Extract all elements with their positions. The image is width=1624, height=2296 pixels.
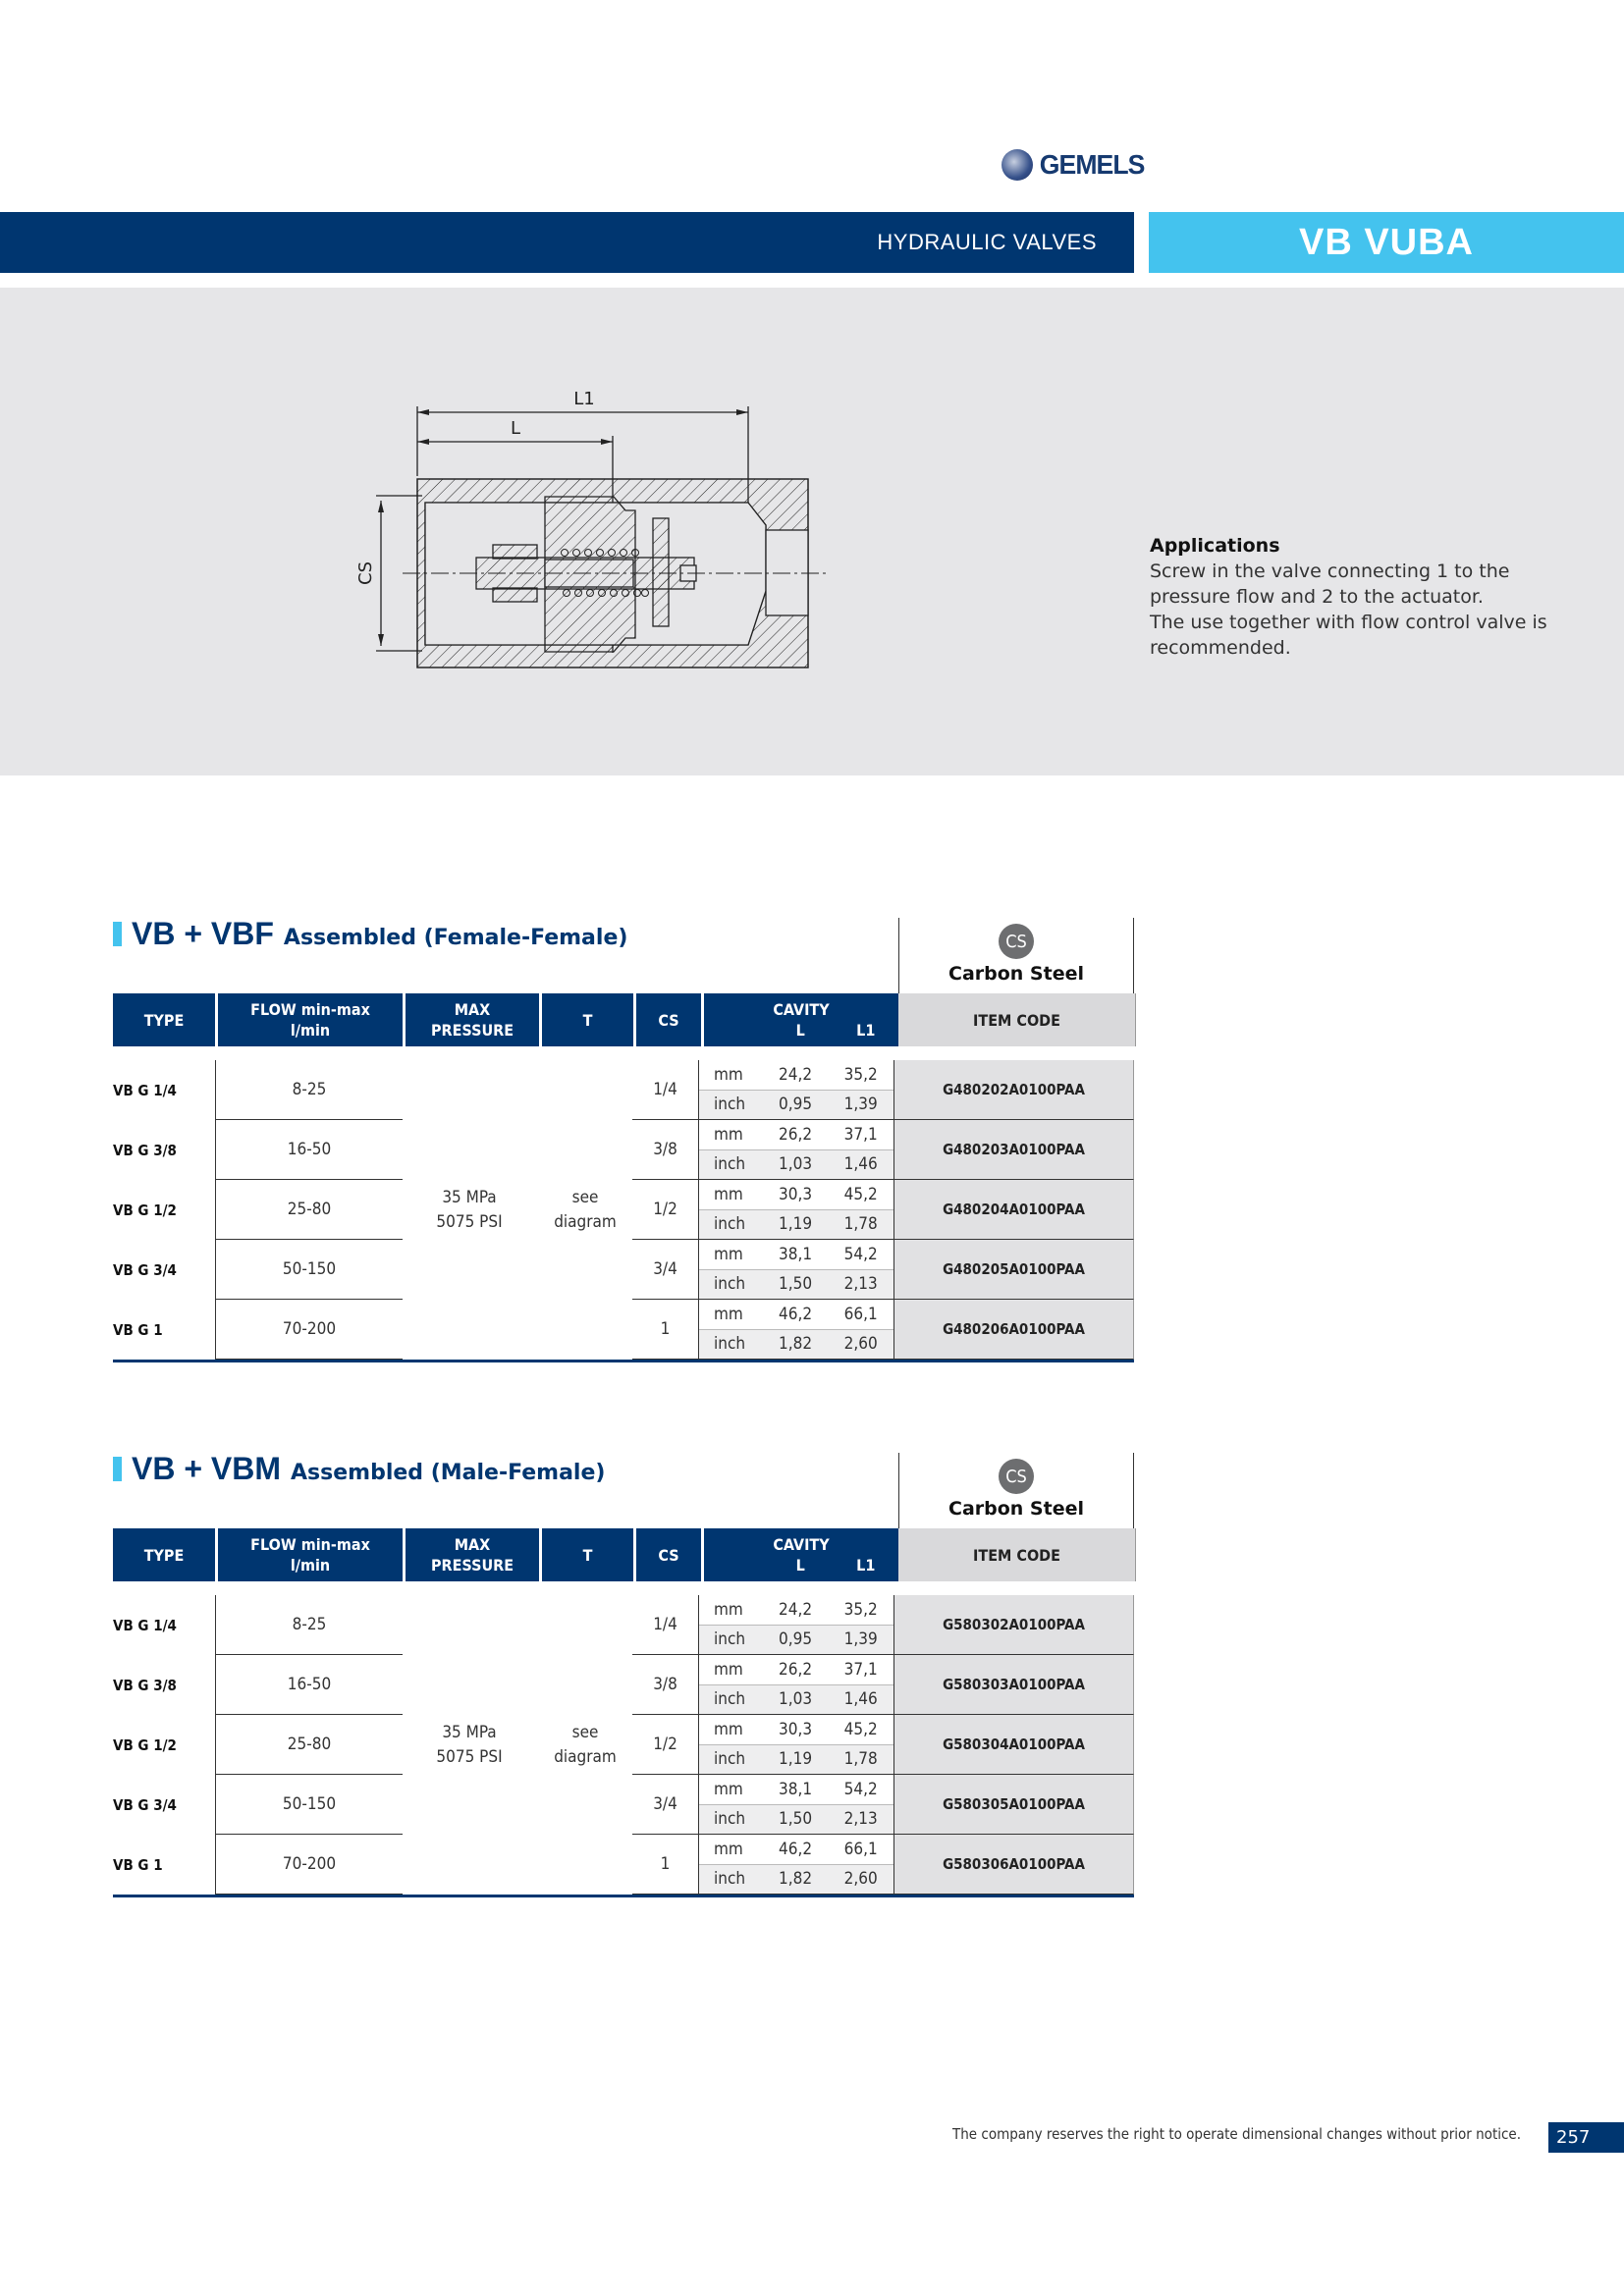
section-marker [113,1457,122,1481]
col-type [113,993,215,1046]
cell-item-code: G480203A0100PAA [893,1120,1134,1180]
cell-flow: 50-150 [216,1775,403,1835]
cell-l1-mm: 54,2 [843,1779,878,1799]
cell-l1-mm: 37,1 [843,1659,878,1680]
applications-line: recommended. [1150,637,1291,659]
cell-item-code: G480206A0100PAA [893,1300,1134,1360]
cell-cs: 1/2 [632,1180,699,1240]
table-header [113,993,1136,1046]
col-cavity [704,993,898,1046]
unit-mm: mm [714,1659,743,1680]
section-title-sub: Assembled (Female-Female) [283,926,628,950]
col-cs [636,993,701,1046]
col-max-label: MAX [454,1535,491,1554]
cell-type: VB G 1 [113,1300,216,1360]
section-title-sub: Assembled (Male-Female) [291,1461,606,1485]
unit-inch: inch [714,1629,746,1650]
cell-l-mm: 30,3 [779,1719,813,1739]
cell-flow: 8-25 [216,1595,403,1655]
t-see: see [571,1187,599,1207]
cell-l1-inch: 2,13 [843,1809,878,1830]
cell-item-code: G480202A0100PAA [893,1060,1134,1120]
section-title [113,916,627,952]
brand-logo [1001,149,1147,181]
col-cs [636,1528,701,1581]
t-diagram: diagram [554,1746,617,1767]
unit-mm: mm [714,1599,743,1620]
cell-l-inch: 0,95 [779,1095,813,1115]
spec-table-body [113,1595,1134,1897]
cell-l1-inch: 1,46 [843,1154,878,1175]
applications-line: Screw in the valve connecting 1 to the [1150,561,1510,582]
cell-item-code: G480205A0100PAA [893,1240,1134,1300]
material-label: Carbon Steel [948,1498,1084,1520]
material-header [898,1453,1134,1528]
unit-mm: mm [714,1064,743,1085]
cell-item-code: G580305A0100PAA [893,1775,1134,1835]
cell-type: VB G 1/4 [113,1595,216,1655]
cell-l1-inch: 2,60 [843,1869,878,1890]
applications-block [1150,533,1572,661]
cell-l-mm: 26,2 [779,1124,813,1145]
section-title [113,1451,605,1487]
cell-l-inch: 1,03 [779,1154,813,1175]
cell-type: VB G 3/8 [113,1120,216,1180]
cell-l-inch: 1,82 [779,1869,813,1890]
cell-cavity [699,1835,893,1895]
col-flow-unit: l/min [290,1021,331,1040]
col-item-code-label: ITEM CODE [973,1545,1060,1565]
col-item-code-label: ITEM CODE [973,1010,1060,1030]
unit-mm: mm [714,1124,743,1145]
cell-cavity [699,1715,893,1775]
col-l-label: L [795,1556,805,1575]
unit-mm: mm [714,1244,743,1264]
valve-cross-section-diagram [349,373,839,677]
cell-type: VB G 1/4 [113,1060,216,1120]
col-flow [218,993,403,1046]
cell-flow: 25-80 [216,1180,403,1240]
col-type-label: TYPE [143,1010,185,1030]
cell-cavity [699,1060,893,1120]
cell-l-inch: 1,19 [779,1749,813,1770]
cell-flow: 16-50 [216,1655,403,1715]
cell-cavity [699,1595,893,1655]
cell-l1-inch: 1,39 [843,1629,878,1650]
cell-l-mm: 38,1 [779,1779,813,1799]
cell-l-mm: 24,2 [779,1064,813,1085]
col-pressure-label: PRESSURE [430,1556,514,1575]
unit-mm: mm [714,1304,743,1324]
cell-cs: 1/4 [632,1060,699,1120]
col-t-label: T [582,1010,593,1030]
material-badge: CS [999,924,1034,959]
logo-text: GEMELS [1039,149,1145,180]
cell-flow: 25-80 [216,1715,403,1775]
unit-inch: inch [714,1095,746,1115]
col-max-pressure [406,1528,539,1581]
logo-globe-icon [1001,149,1033,181]
cell-item-code: G580304A0100PAA [893,1715,1134,1775]
cell-cs: 1/2 [632,1715,699,1775]
unit-inch: inch [714,1749,746,1770]
cell-item-code: G580306A0100PAA [893,1835,1134,1895]
col-flow [218,1528,403,1581]
section-marker [113,922,122,946]
col-cavity-label: CAVITY [773,1535,830,1554]
col-max-label: MAX [454,1000,491,1019]
cell-t [538,1595,632,1895]
dimension-label-cs: CS [355,561,376,585]
cell-flow: 70-200 [216,1300,403,1360]
applications-line: pressure flow and 2 to the actuator. [1150,586,1484,608]
cell-l1-inch: 1,39 [843,1095,878,1115]
unit-inch: inch [714,1869,746,1890]
cell-l1-mm: 66,1 [843,1304,878,1324]
col-flow-label: FLOW min-max [250,1000,370,1019]
cell-type: VB G 3/4 [113,1240,216,1300]
cell-l1-mm: 45,2 [843,1184,878,1204]
col-t [542,993,633,1046]
col-l1-label: L1 [856,1556,876,1575]
product-banner: VB VUBA [1149,212,1624,273]
unit-mm: mm [714,1779,743,1799]
cell-l1-inch: 2,60 [843,1334,878,1355]
col-type [113,1528,215,1581]
cell-l1-mm: 45,2 [843,1719,878,1739]
col-cavity-label: CAVITY [773,1000,830,1019]
col-max-pressure [406,993,539,1046]
cell-l-inch: 1,50 [779,1809,813,1830]
unit-mm: mm [714,1184,743,1204]
category-banner: HYDRAULIC VALVES [0,212,1134,273]
col-flow-label: FLOW min-max [250,1535,370,1554]
col-flow-unit: l/min [290,1556,331,1575]
t-diagram: diagram [554,1211,617,1232]
footer-notice: The company reserves the right to operate dimensional changes without prior notice. [952,2125,1521,2143]
col-t-label: T [582,1545,593,1565]
cell-l-mm: 26,2 [779,1659,813,1680]
cell-type: VB G 3/8 [113,1655,216,1715]
cell-l1-inch: 1,78 [843,1749,878,1770]
cell-l-mm: 46,2 [779,1839,813,1859]
cell-cs: 1/4 [632,1595,699,1655]
dimension-label-l: L [510,418,521,439]
col-item-code [898,1528,1136,1581]
cell-cavity [699,1655,893,1715]
cell-flow: 16-50 [216,1120,403,1180]
cell-l-inch: 1,50 [779,1274,813,1295]
cell-flow: 50-150 [216,1240,403,1300]
table-header [113,1528,1136,1581]
dimension-label-l1: L1 [573,389,595,409]
material-label: Carbon Steel [948,963,1084,985]
cell-type: VB G 1/2 [113,1180,216,1240]
cell-l-mm: 46,2 [779,1304,813,1324]
cell-l-inch: 1,19 [779,1214,813,1235]
unit-inch: inch [714,1334,746,1355]
col-t [542,1528,633,1581]
unit-inch: inch [714,1809,746,1830]
cell-l-inch: 1,82 [779,1334,813,1355]
section-title-main: VB + VBM [132,1451,282,1486]
cell-l1-mm: 37,1 [843,1124,878,1145]
section-title-main: VB + VBF [132,916,274,951]
col-cavity [704,1528,898,1581]
cell-cavity [699,1300,893,1360]
cell-cs: 1 [632,1835,699,1895]
cell-type: VB G 1 [113,1835,216,1895]
cell-cavity [699,1120,893,1180]
pressure-psi: 5075 PSI [436,1211,503,1232]
pressure-psi: 5075 PSI [436,1746,503,1767]
spec-table-body [113,1060,1134,1362]
unit-inch: inch [714,1274,746,1295]
col-cs-label: CS [658,1545,679,1565]
cell-cs: 1 [632,1300,699,1360]
cell-cavity [699,1180,893,1240]
col-cs-label: CS [658,1010,679,1030]
cell-l1-inch: 1,46 [843,1689,878,1710]
unit-inch: inch [714,1214,746,1235]
cell-cs: 3/4 [632,1240,699,1300]
cell-cs: 3/8 [632,1655,699,1715]
material-badge: CS [999,1459,1034,1494]
material-header [898,918,1134,993]
cell-cs: 3/8 [632,1120,699,1180]
cell-l1-mm: 66,1 [843,1839,878,1859]
cell-cavity [699,1775,893,1835]
cell-l1-inch: 1,78 [843,1214,878,1235]
col-type-label: TYPE [143,1545,185,1565]
cell-cs: 3/4 [632,1775,699,1835]
page-number: 257 [1548,2122,1624,2153]
unit-inch: inch [714,1689,746,1710]
cell-l-mm: 24,2 [779,1599,813,1620]
cell-l1-mm: 35,2 [843,1599,878,1620]
col-l-label: L [795,1021,805,1040]
cell-item-code: G580303A0100PAA [893,1655,1134,1715]
t-see: see [571,1722,599,1742]
cell-l-mm: 30,3 [779,1184,813,1204]
cell-type: VB G 1/2 [113,1715,216,1775]
cell-l1-mm: 35,2 [843,1064,878,1085]
cell-l1-inch: 2,13 [843,1274,878,1295]
cell-flow: 70-200 [216,1835,403,1895]
applications-line: The use together with flow control valve is [1150,612,1547,633]
unit-mm: mm [714,1839,743,1859]
col-item-code [898,993,1136,1046]
cell-item-code: G580302A0100PAA [893,1595,1134,1655]
cell-type: VB G 3/4 [113,1775,216,1835]
unit-mm: mm [714,1719,743,1739]
cell-max-pressure [403,1060,536,1360]
cell-max-pressure [403,1595,536,1895]
col-pressure-label: PRESSURE [430,1021,514,1040]
cell-l-mm: 38,1 [779,1244,813,1264]
cell-flow: 8-25 [216,1060,403,1120]
cell-item-code: G480204A0100PAA [893,1180,1134,1240]
cell-l1-mm: 54,2 [843,1244,878,1264]
unit-inch: inch [714,1154,746,1175]
cell-cavity [699,1240,893,1300]
col-l1-label: L1 [856,1021,876,1040]
applications-title: Applications [1150,535,1280,557]
pressure-mpa: 35 MPa [442,1722,497,1742]
cell-l-inch: 1,03 [779,1689,813,1710]
cell-l-inch: 0,95 [779,1629,813,1650]
cell-t [538,1060,632,1360]
pressure-mpa: 35 MPa [442,1187,497,1207]
